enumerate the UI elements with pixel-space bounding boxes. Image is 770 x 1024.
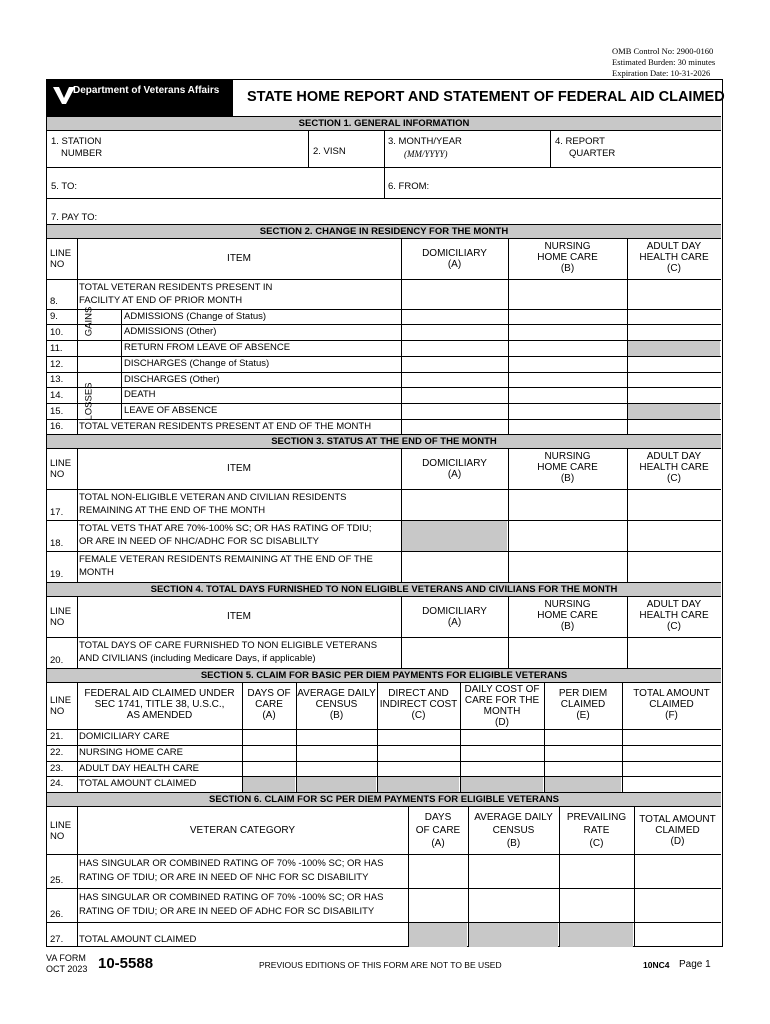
adultday-field[interactable]: [628, 521, 720, 550]
col-b-header: (B): [560, 473, 575, 484]
adultday-field-line-13[interactable]: [628, 373, 720, 386]
line-number: 18.: [50, 538, 64, 549]
row-label: AND CIVILIANS (including Medicare Days, if applicable): [79, 653, 316, 664]
col-a-header: (A): [447, 469, 462, 480]
sc-claim-field[interactable]: [409, 855, 467, 887]
section-3-title: SECTION 3. STATUS AT THE END OF THE MONTH: [47, 434, 721, 449]
nursing-field-line-16[interactable]: [509, 420, 626, 433]
col-daily-cost-header-3: MONTH: [483, 706, 521, 717]
payto-label: 7. PAY TO:: [51, 212, 98, 223]
losses-label: LOSSES: [83, 382, 95, 421]
claim-field[interactable]: [243, 746, 295, 760]
col-per-diem-header: PER DIEM: [558, 688, 608, 699]
col-federal-aid-header-3: AS AMENDED: [126, 710, 193, 721]
nursing-field-line-20[interactable]: [509, 638, 626, 667]
adultday-field-line-9[interactable]: [628, 310, 720, 323]
row-label: ADMISSIONS (Change of Status): [124, 311, 267, 322]
shaded-cell: [243, 777, 295, 792]
station-label-2: NUMBER: [61, 148, 103, 159]
col-total-amount-header: TOTAL AMOUNT: [639, 814, 716, 825]
claim-field[interactable]: [545, 762, 621, 775]
form-title: STATE HOME REPORT AND STATEMENT OF FEDERAL AID CLAIMED: [247, 89, 725, 105]
col-avg-census-header-3: (B): [329, 710, 344, 721]
col-prevailing-rate-header-2: RATE: [583, 825, 610, 836]
shaded-cell: [461, 777, 543, 792]
claim-field[interactable]: [545, 746, 621, 760]
col-no-header: NO: [50, 469, 65, 480]
agency-name: Department of Veterans Affairs: [73, 85, 220, 96]
col-healthcare-header: HEALTH CARE: [639, 462, 709, 473]
adultday-field-line-12[interactable]: [628, 357, 720, 371]
claim-field[interactable]: [297, 762, 376, 775]
monthyear-field[interactable]: [487, 132, 549, 166]
line-number: 27.: [50, 934, 64, 945]
col-days-of-care-header-2: CARE: [255, 699, 283, 710]
row-label: HAS SINGULAR OR COMBINED RATING OF 70% -100% SC; OR HAS: [79, 858, 384, 869]
line-number: 23.: [50, 763, 64, 774]
line-number: 11.: [50, 343, 63, 354]
claim-field[interactable]: [461, 730, 543, 744]
sc-claim-field[interactable]: [635, 889, 720, 921]
domiciliary-field-line-13[interactable]: [402, 373, 507, 386]
line-number: 25.: [50, 875, 64, 886]
omb-expiration: Expiration Date: 10-31-2026: [612, 68, 711, 78]
col-adultday-header: ADULT DAY: [646, 599, 702, 610]
col-federal-aid-header: FEDERAL AID CLAIMED UNDER: [84, 688, 235, 699]
nursing-field-line-9[interactable]: [509, 310, 626, 323]
line-number: 22.: [50, 747, 64, 758]
claim-field[interactable]: [297, 746, 376, 760]
line-number: 19.: [50, 569, 64, 580]
row-label: DISCHARGES (Other): [124, 374, 220, 385]
col-item-header: ITEM: [227, 253, 251, 264]
col-healthcare-header: HEALTH CARE: [639, 610, 709, 621]
adultday-field-line-8[interactable]: [628, 280, 720, 308]
col-domiciliary-header: DOMICILIARY: [422, 606, 487, 617]
claim-field[interactable]: [461, 762, 543, 775]
col-line-header: LINE: [50, 695, 72, 706]
footer-date: OCT 2023: [46, 964, 88, 974]
col-no-header: NO: [50, 617, 65, 628]
col-days-of-care-header: DAYS OF: [247, 688, 291, 699]
section-5-title: SECTION 5. CLAIM FOR BASIC PER DIEM PAYMENTS FOR ELIGIBLE VETERANS: [47, 668, 721, 683]
nursing-field-line-10[interactable]: [509, 325, 626, 339]
row-label: TOTAL VETERAN RESIDENTS PRESENT AT END OF THE MONTH: [79, 421, 372, 432]
line-number: 10.: [50, 327, 64, 338]
to-field[interactable]: [87, 168, 383, 197]
monthyear-label: 3. MONTH/YEAR: [388, 136, 462, 147]
col-b-header: (B): [560, 621, 575, 632]
line-number: 15.: [50, 406, 64, 417]
omb-block: [612, 46, 715, 79]
shaded-cell: [402, 521, 507, 551]
col-prevailing-rate-header: PREVAILING: [566, 812, 627, 823]
col-days-of-care-header-3: (A): [262, 710, 276, 721]
col-nursing-header: NURSING: [544, 451, 591, 462]
quarter-label: 4. REPORT: [555, 136, 605, 147]
col-domiciliary-header: DOMICILIARY: [422, 458, 487, 469]
col-daily-cost-header: DAILY COST OF: [464, 684, 540, 695]
va-logo: [47, 80, 233, 116]
shaded-cell: [409, 923, 467, 947]
row-label: TOTAL AMOUNT CLAIMED: [79, 778, 197, 789]
col-homecare-header: HOME CARE: [537, 462, 598, 473]
claim-field[interactable]: [297, 730, 376, 744]
claim-field[interactable]: [623, 762, 720, 775]
omb-control: OMB Control No: 2900-0160: [612, 46, 714, 56]
col-homecare-header: HOME CARE: [537, 610, 598, 621]
col-federal-aid-header-2: SEC 1741, TITLE 38, U.S.C.,: [94, 699, 225, 710]
nursing-field-line-15[interactable]: [509, 404, 626, 418]
domiciliary-field-line-14[interactable]: [402, 388, 507, 402]
nursing-field[interactable]: [509, 521, 626, 550]
visn-field[interactable]: [309, 132, 383, 146]
nursing-field[interactable]: [509, 552, 626, 581]
gains-label: GAINS: [83, 306, 95, 337]
quarter-field[interactable]: [627, 132, 719, 166]
domiciliary-field-line-10[interactable]: [402, 325, 507, 339]
quarter-label-2: QUARTER: [569, 148, 616, 159]
col-total-amount-header: TOTAL AMOUNT: [633, 688, 710, 699]
row-label: TOTAL VETERAN RESIDENTS PRESENT IN: [79, 282, 273, 293]
col-a-header: (A): [447, 617, 462, 628]
adultday-field-line-14[interactable]: [628, 388, 720, 402]
col-no-header: NO: [50, 259, 65, 270]
footer-code: 10NC4: [643, 960, 670, 970]
adultday-field-line-16[interactable]: [628, 420, 720, 433]
col-per-diem-header-2: CLAIMED: [560, 699, 606, 710]
claim-field[interactable]: [243, 730, 295, 744]
col-daily-cost-header-2: CARE FOR THE: [464, 695, 540, 706]
col-total-amount-header-3: (F): [665, 710, 678, 721]
domiciliary-field-line-11[interactable]: [402, 341, 507, 355]
form-number: 10-5588: [98, 955, 154, 972]
claim-field[interactable]: [378, 746, 459, 760]
sc-claim-field[interactable]: [469, 855, 558, 887]
col-direct-cost-header-2: INDIRECT COST: [379, 699, 458, 710]
col-adultday-header: ADULT DAY: [646, 241, 702, 252]
line-number: 9.: [50, 311, 58, 322]
col-line-header: LINE: [50, 248, 72, 259]
row-label: NURSING HOME CARE: [79, 747, 183, 758]
sc-claim-field[interactable]: [635, 923, 720, 946]
col-avg-census-header: AVERAGE DAILY: [297, 688, 376, 699]
footer-vaform: VA FORM: [46, 953, 86, 963]
col-a-header: (A): [447, 259, 462, 270]
line-number: 16.: [50, 421, 64, 432]
domiciliary-field-line-15[interactable]: [402, 404, 507, 418]
domiciliary-field-line-16[interactable]: [402, 420, 507, 433]
col-avg-census-header-3: (B): [506, 838, 521, 849]
col-days-header-3: (A): [431, 838, 445, 849]
row-label: HAS SINGULAR OR COMBINED RATING OF 70% -100% SC; OR HAS: [79, 892, 384, 903]
col-homecare-header: HOME CARE: [537, 252, 598, 263]
row-label: DEATH: [124, 389, 156, 400]
col-c-header: (C): [667, 473, 681, 484]
col-healthcare-header: HEALTH CARE: [639, 252, 709, 263]
claim-field[interactable]: [623, 777, 720, 791]
col-total-amount-header-2: CLAIMED: [649, 699, 694, 710]
visn-label: 2. VISN: [313, 146, 346, 157]
shaded-cell: [560, 923, 633, 947]
section-6-title: SECTION 6. CLAIM FOR SC PER DIEM PAYMENTS FOR ELIGIBLE VETERANS: [47, 792, 721, 807]
footer-page: Page 1: [679, 959, 711, 970]
shaded-cell: [545, 777, 621, 792]
line-number: 8.: [50, 296, 58, 307]
col-line-header: LINE: [50, 606, 72, 617]
monthyear-format: (MM/YYYY): [404, 149, 448, 159]
col-line-header: LINE: [50, 458, 72, 469]
nursing-field-line-14[interactable]: [509, 388, 626, 402]
line-number: 20.: [50, 655, 64, 666]
col-days-header-2: OF CARE: [415, 825, 461, 836]
adultday-field-line-20[interactable]: [628, 638, 720, 667]
shaded-cell: [628, 404, 720, 419]
col-c-header: (C): [667, 263, 681, 274]
nursing-field[interactable]: [509, 490, 626, 519]
row-label: OR ARE IN NEED OF NHC/ADHC FOR SC DISABLILTY: [79, 536, 320, 547]
col-line-header: LINE: [50, 819, 72, 831]
line-number: 26.: [50, 909, 64, 920]
col-domiciliary-header: DOMICILIARY: [422, 248, 487, 259]
row-label: ADULT DAY HEALTH CARE: [79, 763, 200, 774]
row-label: MONTH: [79, 567, 114, 578]
line-number: 21.: [50, 731, 64, 742]
sc-claim-field[interactable]: [409, 889, 467, 921]
row-label: DOMICILIARY CARE: [79, 731, 170, 742]
col-veteran-category-header: VETERAN CATEGORY: [189, 824, 296, 836]
sc-claim-field[interactable]: [560, 889, 633, 921]
col-item-header: ITEM: [227, 611, 251, 622]
station-label: 1. STATION: [51, 136, 102, 147]
line-number: 12.: [50, 359, 64, 370]
row-label: FEMALE VETERAN RESIDENTS REMAINING AT THE END OF THE: [79, 554, 373, 565]
line-number: 13.: [50, 374, 64, 385]
claim-field[interactable]: [545, 730, 621, 744]
nursing-field-line-11[interactable]: [509, 341, 626, 355]
col-direct-cost-header: DIRECT AND: [388, 688, 449, 699]
claim-field[interactable]: [623, 746, 720, 760]
row-label: RATING OF TDIU; OR ARE IN NEED OF ADHC FOR SC DISABILITY: [79, 906, 375, 917]
col-b-header: (B): [560, 263, 575, 274]
col-direct-cost-header-3: (C): [411, 710, 426, 721]
col-avg-census-header-2: CENSUS: [315, 699, 358, 710]
domiciliary-field-line-12[interactable]: [402, 357, 507, 371]
col-prevailing-rate-header-3: (C): [589, 838, 604, 849]
col-days-header: DAYS: [424, 812, 452, 823]
col-c-header: (C): [667, 621, 681, 632]
col-avg-census-header: AVERAGE DAILY: [474, 812, 553, 823]
row-label: TOTAL AMOUNT CLAIMED: [79, 934, 197, 945]
claim-field[interactable]: [461, 746, 543, 760]
shaded-cell: [469, 923, 558, 947]
col-avg-census-header-2: CENSUS: [492, 825, 535, 836]
line-number: 24.: [50, 778, 64, 789]
line-number: 17.: [50, 507, 64, 518]
row-label: TOTAL VETS THAT ARE 70%-100% SC; OR HAS RATING OF TDIU;: [79, 523, 372, 534]
claim-field[interactable]: [378, 730, 459, 744]
sc-claim-field[interactable]: [469, 889, 558, 921]
domiciliary-field-line-8[interactable]: [402, 280, 507, 308]
domiciliary-field[interactable]: [402, 552, 507, 581]
row-label: REMAINING AT THE END OF THE MONTH: [79, 505, 266, 516]
row-label: DISCHARGES (Change of Status): [124, 358, 270, 369]
row-label: TOTAL DAYS OF CARE FURNISHED TO NON ELIGIBLE VETERANS: [79, 640, 378, 651]
station-number-field[interactable]: [137, 132, 305, 166]
col-nursing-header: NURSING: [544, 241, 591, 252]
section-1-title: SECTION 1. GENERAL INFORMATION: [47, 116, 721, 131]
col-nursing-header: NURSING: [544, 599, 591, 610]
claim-field[interactable]: [623, 730, 720, 744]
from-field[interactable]: [447, 168, 719, 197]
row-label: FACILITY AT END OF PRIOR MONTH: [79, 295, 243, 306]
col-no-header: NO: [50, 830, 65, 842]
col-no-header: NO: [50, 706, 65, 717]
sc-claim-field[interactable]: [560, 855, 633, 887]
section-2-title: SECTION 2. CHANGE IN RESIDENCY FOR THE MONTH: [47, 224, 721, 239]
adultday-field[interactable]: [628, 552, 720, 581]
row-label: RATING OF TDIU; OR ARE IN NEED OF NHC FOR SC DISABILITY: [79, 872, 369, 883]
sc-claim-field[interactable]: [635, 855, 720, 887]
col-item-header: ITEM: [227, 463, 251, 474]
col-total-amount-header-3: (D): [670, 836, 685, 847]
domiciliary-field-line-20[interactable]: [402, 638, 507, 667]
col-adultday-header: ADULT DAY: [646, 451, 702, 462]
adultday-field-line-10[interactable]: [628, 325, 720, 339]
footer-notice: PREVIOUS EDITIONS OF THIS FORM ARE NOT TO BE USED: [259, 960, 502, 970]
row-label: RETURN FROM LEAVE OF ABSENCE: [124, 342, 291, 353]
claim-field[interactable]: [243, 762, 295, 775]
col-daily-cost-header-4: (D): [495, 717, 509, 728]
shaded-cell: [378, 777, 459, 792]
adultday-field[interactable]: [628, 490, 720, 519]
section-4-title: SECTION 4. TOTAL DAYS FURNISHED TO NON ELIGIBLE VETERANS AND CIVILIANS FOR THE MONTH: [47, 582, 721, 597]
row-label: TOTAL NON-ELIGIBLE VETERAN AND CIVILIAN RESIDENTS: [79, 492, 347, 503]
to-label: 5. TO:: [51, 181, 78, 192]
row-label: ADMISSIONS (Other): [124, 326, 217, 337]
domiciliary-field[interactable]: [402, 490, 507, 519]
form: [46, 79, 723, 947]
col-total-amount-header-2: CLAIMED: [655, 825, 700, 836]
from-label: 6. FROM:: [388, 181, 430, 192]
omb-burden: Estimated Burden: 30 minutes: [612, 57, 716, 67]
domiciliary-field-line-9[interactable]: [402, 310, 507, 323]
col-per-diem-header-3: (E): [576, 710, 590, 721]
nursing-field-line-12[interactable]: [509, 357, 626, 371]
nursing-field-line-13[interactable]: [509, 373, 626, 386]
claim-field[interactable]: [378, 762, 459, 775]
shaded-cell: [297, 777, 376, 792]
row-label: LEAVE OF ABSENCE: [124, 405, 218, 416]
payto-field[interactable]: [107, 199, 719, 223]
nursing-field-line-8[interactable]: [509, 280, 626, 308]
line-number: 14.: [50, 390, 64, 401]
shaded-cell: [628, 341, 720, 356]
